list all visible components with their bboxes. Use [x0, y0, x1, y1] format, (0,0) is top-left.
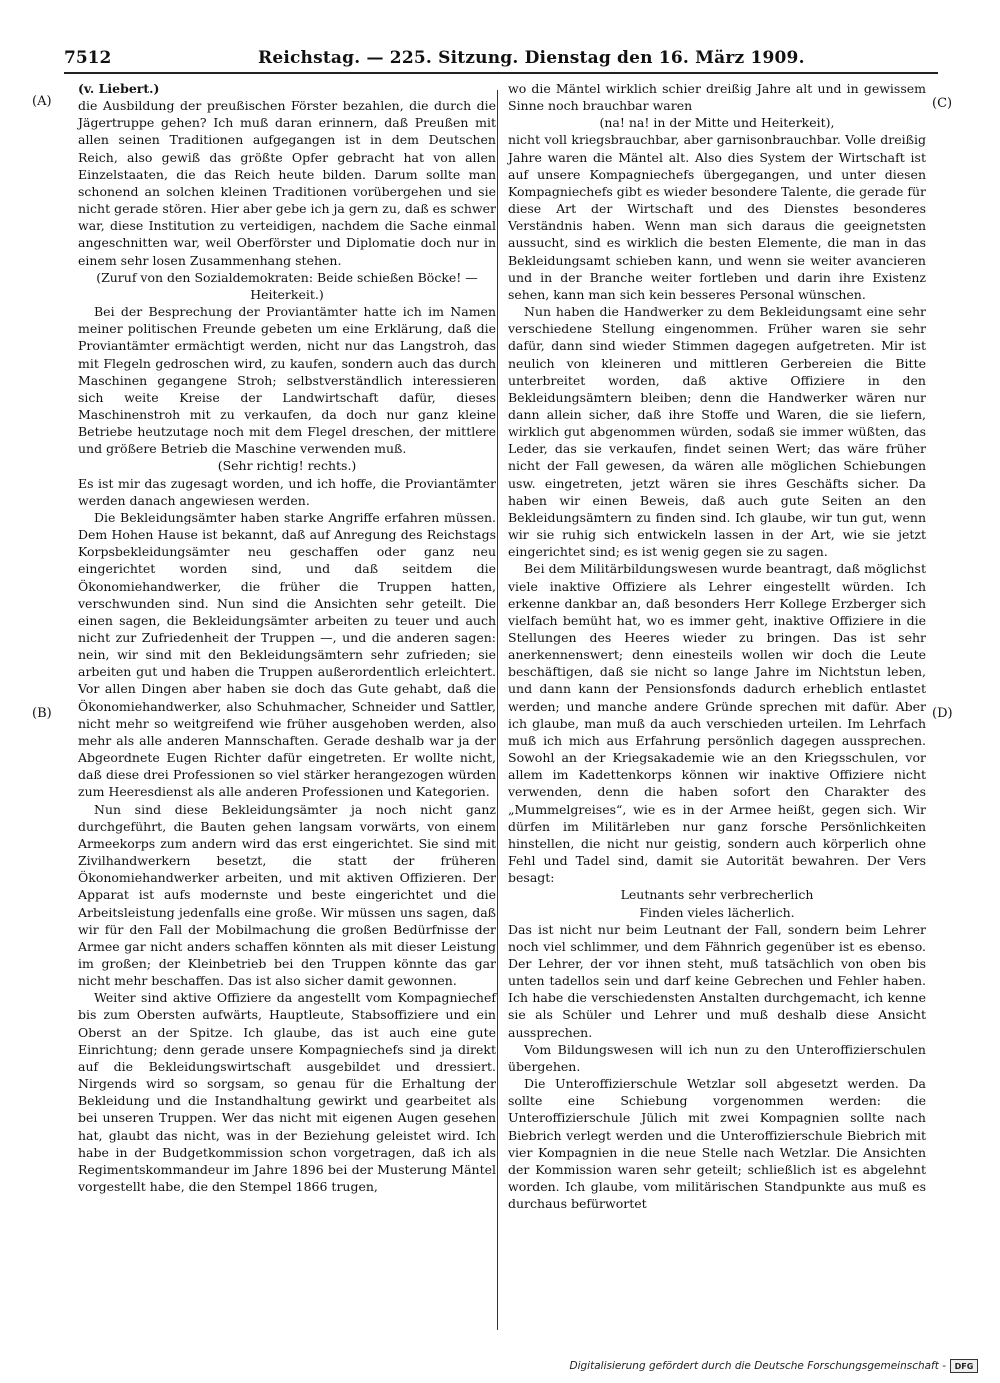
- margin-marker-c: (C): [932, 96, 953, 111]
- page-header: [64, 48, 938, 70]
- paragraph: Die Bekleidungsämter haben starke Angriffe erfahren müssen. Dem Hohen Hause ist bekannt, daß auf Anregung des Reichstags Korpsbekleidungsämter neu geschaffen oder ganz neu eingerichtet worden sind, und daß seitdem die Ökonomiehandwerker, die früher die Truppen hatten, verschwunden sind. Nun sind die Ansichten sehr geteilt. Die einen sagen, die Bekleidungsämter arbeiten zu teuer und auch nicht zur Zufriedenheit der Truppen —, und die anderen sagen: nein, wir sind mit den Bekleidungsämtern sehr zufrieden; sie arbeiten gut und haben die Truppen außerordentlich erleichtert. Vor allen Dingen aber haben sie doch das Gute gehabt, daß die Ökonomiehandwerker, also Schuhmacher, Schneider und Sattler, nicht mehr so weitgreifend wie früher ausgehoben werden, also mehr als alle anderen Mannschaften. Gerade deshalb war ja der Abgeordnete Eugen Richter dafür eingetreten. Er wollte nicht, daß diese drei Professionen so viel stärker herangezogen würden zum Heeresdienst als alle anderen Professionen und Kategorien.: [78, 509, 496, 800]
- credit-text: Digitalisierung gefördert durch die Deutsche Forschungsgemeinschaft -: [569, 1360, 946, 1372]
- digitization-credit: [570, 1358, 978, 1374]
- interjection: (na! na! in der Mitte und Heiterkeit),: [599, 115, 835, 131]
- left-column: [78, 80, 496, 1195]
- header-rule: [64, 72, 938, 74]
- interjection: (Sehr richtig! rechts.): [217, 458, 357, 474]
- paragraph: Es ist mir das zugesagt worden, und ich hoffe, die Proviantämter werden danach angewiesen werden.: [78, 475, 496, 508]
- paragraph: Bei der Besprechung der Proviantämter hatte ich im Namen meiner politischen Freunde gebeten um eine Erklärung, daß die Proviantämter ermächtigt werden, nicht nur das Langstroh, das mit Flegeln gedroschen wird, zu kaufen, sondern auch das durch Maschinen gegangene Stroh; selbstverständlich interessieren sich weite Kreise der Landwirtschaft dafür, dieses Maschinenstroh mit zu verkaufen, da doch nur ganz kleine Betriebe heutzutage noch mit dem Flegel dreschen, der mittlere und größere Betrieb die Maschine verwenden muß.: [78, 304, 496, 457]
- paragraph: die Ausbildung der preußischen Förster bezahlen, die durch die Jägertruppe gehen? Ich muß daran erinnern, daß Preußen mit allen seinen Traditionen aufgegangen ist in dem Deutschen Reich, also gewiß das größte Opfer gebracht hat von allen Einzelstaaten, die das Reich heute bilden. Darum sollte man schonend an solchen kleinen Traditionen vorübergehen und sie nicht gerade stören. Hier aber gebe ich ja gern zu, daß es schwer war, diese Institution zu verteidigen, nachdem die Sache einmal angeschnitten war, weil Oberförster und Diplomatie doch nur in einem sehr losen Zusammenhang stehen.: [78, 98, 496, 268]
- paragraph: Das ist nicht nur beim Leutnant der Fall, sondern beim Lehrer noch viel schlimmer, und dem Fähnrich gegenüber ist es ebenso. Der Lehrer, der vor ihnen steht, muß tatsächlich von oben bis unten tadellos sein und darf keine Gebrechen und Fehler haben. Ich habe die verschiedensten Anstalten durchgemacht, ich kenne sie als Schüler und Lehrer und muß deshalb diese Ansicht aussprechen.: [508, 921, 926, 1040]
- dfg-logo: DFG: [950, 1359, 978, 1373]
- margin-marker-b: (B): [32, 706, 52, 721]
- margin-marker-d: (D): [932, 706, 953, 721]
- paragraph: Weiter sind aktive Offiziere da angestellt vom Kompagniechef bis zum Obersten aufwärts, Hauptleute, Stabsoffiziere und ein Oberst an der Spitze. Ich glaube, das ist auch eine gute Einrichtung; denn gerade unsere Kompagniechefs sind ja direkt auf die Bekleidungswirtschaft ausgebildet und dressiert. Nirgends wird so sorgsam, so genau für die Erhaltung der Bekleidung und die Instandhaltung gewirkt und gearbeitet als bei unseren Truppen. Wer das nicht mit eigenen Augen gesehen hat, glaubt das nicht, was in der Beziehung geleistet wird. Ich habe in der Budgetkommission schon vorgetragen, daß ich als Regimentskommandeur im Jahre 1896 bei der Musterung Mäntel vorgestellt habe, die den Stempel 1866 trugen,: [78, 990, 496, 1194]
- page-number: 7512: [64, 48, 112, 68]
- paragraph: Die Unteroffizierschule Wetzlar soll abgesetzt werden. Da sollte eine Schiebung vorgenommen werden: die Unteroffizierschule Jülich mit zwei Kompagnien sollte nach Biebrich verlegt werden und die Unteroffizierschule Biebrich mit vier Kompagnien in die neue Stelle nach Wetzlar. Die Ansichten der Kommission waren sehr geteilt; schließlich ist es abgelehnt worden. Ich glaube, vom militärischen Standpunkte aus muß es durchaus befürwortet: [508, 1076, 926, 1212]
- paragraph: nicht voll kriegsbrauchbar, aber garnisonbrauchbar. Volle dreißig Jahre waren die Mäntel alt. Also dies System der Wirtschaft ist auf unsere Kompagniechefs übergegangen, und unter diesen Kompagniechefs gibt es wieder besondere Talente, die gerade für diese Art der Wirtschaft und des Dienstes besonderes Verständnis haben. Wenn man sich daraus die geeignetsten aussucht, sind es wirklich die besten Elemente, die man in das Bekleidungsamt schieben kann, und wenn sie weiter avancieren und in der Branche weiter fortleben und darin ihre Existenz sehen, kann man sich kein besseres Personal wünschen.: [508, 132, 926, 302]
- paragraph: Bei dem Militärbildungswesen wurde beantragt, daß möglichst viele inaktive Offiziere als Lehrer eingestellt würden. Ich erkenne dankbar an, daß besonders Herr Kollege Erzberger sich vielfach bemüht hat, wo es immer geht, inaktive Offiziere in die Stellungen des Heeres wieder zu bringen. Das ist sehr anerkennenswert; denn einesteils wollen wir doch die Leute beschäftigen, daß sie nicht so lange Jahre im Nichtstun leben, und dann kann der Pensionsfonds dadurch erheblich entlastet werden; und manche andere Gründe sprechen mit dafür. Aber ich glaube, man muß da auch verschieden urteilen. Im Lehrfach muß ich mich aus Erfahrung persönlich dagegen aussprechen. Sowohl an der Kriegsakademie wie an den Kriegsschulen, vor allem im Kadettenkorps können wir inaktive Offiziere nicht verwenden, denn die haben sofort den Charakter des „Mummelgreises“, wie es in der Armee heißt, gegen sich. Wir dürfen im Militärleben nur ganz forsche Persönlichkeiten hinstellen, die nicht nur geistig, sondern auch körperlich ohne Fehl und Tadel sind, damit sie Autorität bewahren. Der Vers besagt:: [508, 561, 926, 886]
- right-column: [508, 80, 926, 1212]
- paragraph: wo die Mäntel wirklich schier dreißig Jahre alt und in gewissem Sinne noch brauchbar waren: [508, 81, 926, 114]
- speaker-label: (v. Liebert.): [78, 81, 160, 96]
- margin-marker-a: (A): [32, 94, 52, 109]
- column-divider: [497, 90, 498, 1330]
- running-head: Reichstag. — 225. Sitzung. Dienstag den 16. März 1909.: [258, 48, 805, 68]
- interjection: (Zuruf von den Sozialdemokraten: Beide schießen Böcke! — Heiterkeit.): [96, 269, 478, 302]
- paragraph: Nun haben die Handwerker zu dem Bekleidungsamt eine sehr verschiedene Stellung eingenommen. Früher waren sie sehr dafür, dann sind wieder Stimmen dagegen aufgetreten. Mir ist neulich von kleineren und mittleren Gerbereien die Bitte unterbreitet worden, daß aktive Offiziere in den Bekleidungsämtern bleiben; denn die Handwerker wären nur dann allein sicher, daß ihre Stoffe und Waren, die sie liefern, wirklich gut abgenommen würden, sodaß sie immer wüßten, das Leder, das sie verkaufen, findet seinen Wert; das wäre früher nicht der Fall gewesen, da wären alle möglichen Schiebungen usw. eingetreten, jetzt wären sie ihres Geschäfts sicher. Da haben wir einen Beweis, daß auch gute Seiten an den Bekleidungsämtern zu finden sind. Ich glaube, wir tun gut, wenn wir sie ruhig sich entwickeln lassen in der Art, wie sie jetzt eingerichtet sind; es ist wenig gegen sie zu sagen.: [508, 304, 926, 560]
- verse-line: Finden vieles lächerlich.: [639, 904, 795, 920]
- verse-line: Leutnants sehr verbrecherlich: [620, 887, 814, 903]
- paragraph: Nun sind diese Bekleidungsämter ja noch nicht ganz durchgeführt, die Bauten gehen langsam vorwärts, von einem Armeekorps zum andern wird das erst eingerichtet. Sie sind mit Zivilhandwerkern besetzt, die statt der früheren Ökonomiehandwerker arbeiten, und mit aktiven Offizieren. Der Apparat ist aufs modernste und beste eingerichtet und die Arbeitsleistung jedenfalls eine große. Wir müssen uns sagen, daß wir für den Fall der Mobilmachung die großen Bedürfnisse der Armee gar nicht anders schaffen könnten als mit dieser Leistung im großen; der Kleinbetrieb bei den Truppen könnte das gar nicht mehr beschaffen. Das ist also sicher damit gewonnen.: [78, 801, 496, 989]
- paragraph: Vom Bildungswesen will ich nun zu den Unteroffizierschulen übergehen.: [508, 1041, 926, 1074]
